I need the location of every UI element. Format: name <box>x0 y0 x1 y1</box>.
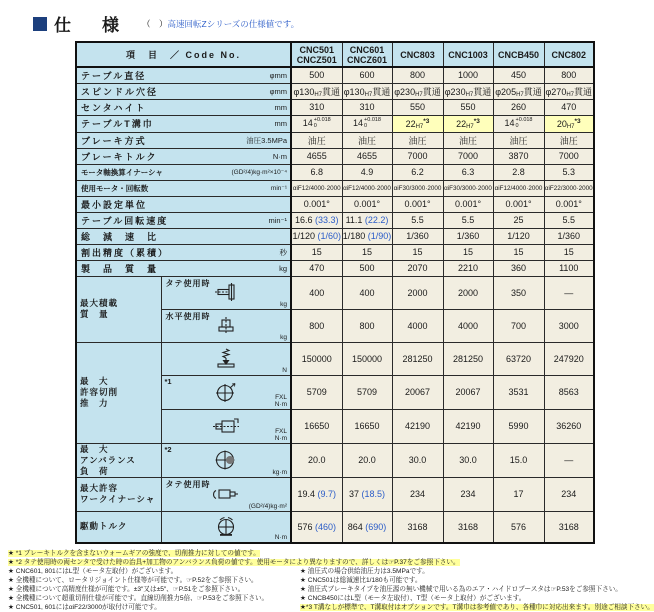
spec-value-cell: 2210 <box>443 260 493 276</box>
footnote-item: ★ 油圧式ブレーキタイプを油圧源の無い機械で用いる為のエア・ハイドロブースタは☞P.53をご参照下さい。 <box>300 586 622 593</box>
column-header-model: CNC1003 <box>443 42 493 67</box>
spec-value-cell: 6.2 <box>392 164 443 180</box>
spec-value-cell: 油圧 <box>493 132 544 148</box>
unit-label: φmm <box>269 70 287 80</box>
spec-value-cell: 油圧 <box>291 132 342 148</box>
column-header-model: CNC802 <box>544 42 594 67</box>
spec-value-cell: 2000 <box>443 276 493 309</box>
spec-value-cell: 16.6 (33.3) <box>291 212 342 228</box>
spec-value-cell: 42190 <box>443 409 493 443</box>
unit-label: mm <box>274 119 287 128</box>
spec-value-cell: 20.0 <box>342 443 392 477</box>
spec-value-cell: 5.5 <box>443 212 493 228</box>
row-sub-label <box>161 375 291 409</box>
spec-value-cell: 14 +0.018 0 <box>493 115 544 132</box>
spec-value-cell: 360 <box>493 260 544 276</box>
spec-value-cell: 11.1 (22.2) <box>342 212 392 228</box>
spec-value-cell: 2000 <box>392 276 443 309</box>
footnote-item: ★ 油圧式の場合供給油圧力は3.5MPaです。 <box>300 568 429 575</box>
spec-value-cell: 15 <box>392 244 443 260</box>
horizontal-use-icon <box>212 315 240 336</box>
spec-value-cell: αiF12/4000·2000 <box>291 180 342 196</box>
spec-value-cell: 310 <box>291 99 342 115</box>
spec-value-cell: 20.0 <box>291 443 342 477</box>
spec-value-cell: αiF30/3000·2000 <box>392 180 443 196</box>
footnote-item: ★ 全機種について超重切削仕様が可能です。直線切削推力5倍、☞P.53をご参照下さい。 <box>8 595 269 602</box>
spec-value-cell: 20067 <box>443 375 493 409</box>
spec-value-cell: 1/120 (1/60) <box>291 228 342 244</box>
spec-value-cell: αiF12/4000·2000 <box>342 180 392 196</box>
unbalance-load-icon <box>212 450 240 471</box>
spec-table <box>75 41 595 544</box>
footnotes-left-column <box>8 567 300 612</box>
unit-label: 秒 <box>279 247 287 257</box>
spec-value-cell: 0.001° <box>443 196 493 212</box>
spec-value-cell: 400 <box>291 276 342 309</box>
spec-value-cell: 281250 <box>443 342 493 375</box>
row-label: テーブル回転速度 min⁻¹ <box>76 212 291 228</box>
spec-value-cell: 3168 <box>392 511 443 543</box>
spec-value-cell: 4000 <box>443 309 493 342</box>
footnotes-full-width <box>8 549 594 567</box>
spec-value-cell: 400 <box>342 276 392 309</box>
column-header-model: CNC601 CNCZ601 <box>342 42 392 67</box>
unit-label: φmm <box>269 86 287 96</box>
spec-value-cell: 20067 <box>392 375 443 409</box>
column-header-model: CNC501 CNCZ501 <box>291 42 342 67</box>
row-label: 使用モータ・回転数 min⁻¹ <box>76 180 291 196</box>
footnote-item: ★ CNC601, 801にはL型（モータ左取付）がございます。 <box>8 568 178 575</box>
spec-value-cell: 油圧 <box>392 132 443 148</box>
spec-value-cell: 281250 <box>392 342 443 375</box>
row-sub-label <box>161 309 291 342</box>
title-note <box>142 18 299 30</box>
spec-value-cell: 450 <box>493 67 544 83</box>
spec-value-cell: 247920 <box>544 342 594 375</box>
unit-label: (GD²/4)kg·m² <box>248 502 287 510</box>
spec-value-cell: αiF30/3000·2000 <box>443 180 493 196</box>
side-fxl-icon <box>212 416 240 437</box>
spec-value-cell: φ130H7貫通 <box>291 83 342 99</box>
spec-value-cell: 470 <box>291 260 342 276</box>
axial-thrust-icon <box>212 348 240 369</box>
title-note-text: 高速回転Zシリーズの仕様値です。 <box>167 18 300 29</box>
footnote-item: ★ 全機種について、ロータリジョイント仕様等が可能です。☞P.52をご参照下さい。 <box>8 577 258 584</box>
row-label: 割出精度（累積） 秒 <box>76 244 291 260</box>
spec-value-cell: 800 <box>342 309 392 342</box>
spec-value-cell: 4.9 <box>342 164 392 180</box>
spec-value-cell: 1100 <box>544 260 594 276</box>
row-label: テーブルT溝巾 mm <box>76 115 291 132</box>
spec-value-cell: 1/180 (1/90) <box>342 228 392 244</box>
spec-value-cell: 14 +0.018 0 <box>291 115 342 132</box>
drive-torque-icon <box>212 516 240 537</box>
footnote-item: ★ CNC501は総減速比1/180も可能です。 <box>300 577 422 584</box>
spec-value-cell: 油圧 <box>544 132 594 148</box>
footnotes <box>8 549 654 612</box>
spec-value-cell: 600 <box>342 67 392 83</box>
spec-value-cell: 5709 <box>291 375 342 409</box>
spec-value-cell: 500 <box>342 260 392 276</box>
row-label: テーブル直径 φmm <box>76 67 291 83</box>
spec-value-cell: 350 <box>493 276 544 309</box>
vertical-use-icon <box>212 282 240 303</box>
spec-value-cell: 150000 <box>291 342 342 375</box>
spec-value-cell: 3531 <box>493 375 544 409</box>
spec-value-cell: 5709 <box>342 375 392 409</box>
unit-label: mm <box>274 102 287 112</box>
spec-value-cell: 16650 <box>342 409 392 443</box>
spec-value-cell: αiF12/4000·2000 <box>493 180 544 196</box>
spec-value-cell: φ230H7貫通 <box>392 83 443 99</box>
spec-value-cell: 550 <box>443 99 493 115</box>
spec-value-cell: — <box>544 443 594 477</box>
spec-table-head <box>76 42 594 67</box>
spec-value-cell: 5.3 <box>544 164 594 180</box>
spec-value-cell: 0.001° <box>544 196 594 212</box>
spec-value-cell: 7000 <box>392 148 443 164</box>
title-note-prefix: （ ） <box>142 18 168 29</box>
spec-table-body <box>76 67 594 543</box>
spec-value-cell: 15.0 <box>493 443 544 477</box>
spec-value-cell: 1/360 <box>392 228 443 244</box>
spec-value-cell: 576 <box>493 511 544 543</box>
spec-value-cell: 550 <box>392 99 443 115</box>
spec-value-cell: 7000 <box>443 148 493 164</box>
spec-value-cell: 5.5 <box>392 212 443 228</box>
spec-value-cell: φ130H7貫通 <box>342 83 392 99</box>
spec-value-cell: 2070 <box>392 260 443 276</box>
spec-value-cell: 1000 <box>443 67 493 83</box>
spec-value-cell: φ205H7貫通 <box>493 83 544 99</box>
row-group-label: 最大積載 質 量 <box>76 276 161 342</box>
unit-label: min⁻¹ <box>268 215 287 225</box>
spec-value-cell: 15 <box>544 244 594 260</box>
row-group-label: 最 大 許容切削 推 力 <box>76 342 161 443</box>
unit-label: kg·m <box>272 468 287 476</box>
row-label: ブレーキ方式 油圧3.5MPa <box>76 132 291 148</box>
spec-value-cell: 6.8 <box>291 164 342 180</box>
unit-label: min⁻¹ <box>270 185 287 192</box>
spec-value-cell: 700 <box>493 309 544 342</box>
spec-value-cell: 37 (18.5) <box>342 477 392 511</box>
spec-value-cell: 3168 <box>544 511 594 543</box>
spec-value-cell: 17 <box>493 477 544 511</box>
spec-value-cell: 22H7$^{*3}$ <box>443 115 493 132</box>
orientation-label: 水平使用時 <box>165 311 211 321</box>
spec-value-cell: 1/360 <box>443 228 493 244</box>
spec-value-cell: 234 <box>392 477 443 511</box>
spec-value-cell: 0.001° <box>291 196 342 212</box>
unit-label: (GD²/4)kg·m²×10⁻⁴ <box>231 169 287 176</box>
spec-value-cell: 42190 <box>392 409 443 443</box>
spec-value-cell: 4655 <box>342 148 392 164</box>
spec-value-cell: 25 <box>493 212 544 228</box>
spec-value-cell: 15 <box>443 244 493 260</box>
row-sub-label <box>161 276 291 309</box>
spec-value-cell: 0.001° <box>493 196 544 212</box>
spec-value-cell: — <box>544 276 594 309</box>
row-label: モータ軸換算イナーシャ (GD²/4)kg·m²×10⁻⁴ <box>76 164 291 180</box>
footnote-item: ★ 全機種について高精度仕様が可能です。±3″又は±5″、☞P.51をご参照下さい。 <box>8 586 245 593</box>
spec-value-cell: 260 <box>493 99 544 115</box>
row-label: スピンドル穴径 φmm <box>76 83 291 99</box>
spec-value-cell: 20H7$^{*3}$ <box>544 115 594 132</box>
spec-value-cell: αiF22/3000·2000 <box>544 180 594 196</box>
spec-value-cell: 7000 <box>544 148 594 164</box>
spec-value-cell: 150000 <box>342 342 392 375</box>
spec-value-cell: 63720 <box>493 342 544 375</box>
row-label: 製 品 質 量 kg <box>76 260 291 276</box>
row-group-label: 最大許容 ワークイナーシャ <box>76 477 161 511</box>
spec-value-cell: 15 <box>291 244 342 260</box>
spec-value-cell: 4655 <box>291 148 342 164</box>
spec-value-cell: 234 <box>443 477 493 511</box>
unit-label: N·m <box>274 534 287 541</box>
row-label: 最小設定単位 <box>76 196 291 212</box>
spec-value-cell: φ230H7貫通 <box>443 83 493 99</box>
row-sub-label <box>161 409 291 443</box>
unit-label: kg <box>280 333 287 341</box>
spec-value-cell: 22H7$^{*3}$ <box>392 115 443 132</box>
work-inertia-icon <box>212 484 240 505</box>
spec-value-cell: 5.5 <box>544 212 594 228</box>
spec-value-cell: 16650 <box>291 409 342 443</box>
spec-value-cell: 1/360 <box>544 228 594 244</box>
page-title: 仕 様 <box>54 16 126 35</box>
footnote-item: ★*3 T溝なしが標準で、T溝取付はオプションです。T溝巾は参考値であり、各種巾に対応出来ます。別途ご相談下さい。 <box>300 604 654 611</box>
orientation-label: タテ使用時 <box>165 479 211 489</box>
title-square-icon <box>33 17 47 31</box>
spec-value-cell: 4000 <box>392 309 443 342</box>
spec-value-cell: 15 <box>342 244 392 260</box>
footnote-item: ★ CNCB450にはL型（モータ左取付）、T型（モータ上取付）がございます。 <box>300 595 526 602</box>
unit-label: N·m <box>272 151 287 161</box>
footnote-item: ★ *1 ブレーキトルクを含まないウォームギアの強度で、切削推力に対しての値です。 <box>8 550 260 557</box>
spec-value-cell: 864 (690) <box>342 511 392 543</box>
row-label: 総 減 速 比 <box>76 228 291 244</box>
unit-label: kg <box>280 300 287 308</box>
spec-value-cell: 576 (460) <box>291 511 342 543</box>
unit-label: N <box>282 366 287 374</box>
spec-value-cell: 8563 <box>544 375 594 409</box>
footnotes-right-column <box>300 567 654 612</box>
spec-value-cell: 800 <box>291 309 342 342</box>
spec-value-cell: 6.3 <box>443 164 493 180</box>
spec-value-cell: 油圧 <box>342 132 392 148</box>
spec-value-cell: 234 <box>544 477 594 511</box>
row-sub-label <box>161 477 291 511</box>
spec-value-cell: 800 <box>544 67 594 83</box>
unit-label: FXL N·m <box>274 393 287 408</box>
footnote-marker: *1 <box>164 376 172 386</box>
spec-value-cell: 3168 <box>443 511 493 543</box>
spec-value-cell: 5990 <box>493 409 544 443</box>
spec-value-cell: 3870 <box>493 148 544 164</box>
spec-value-cell: 19.4 (9.7) <box>291 477 342 511</box>
spec-value-cell: 0.001° <box>342 196 392 212</box>
footnote-item: ★ CNC501, 601にはαiF22/3000が取付け可能です。 <box>8 604 161 611</box>
row-label: センタハイト mm <box>76 99 291 115</box>
spec-value-cell: 500 <box>291 67 342 83</box>
footnote-marker: *2 <box>164 444 172 454</box>
page-title-row <box>33 11 600 36</box>
spec-value-cell: 310 <box>342 99 392 115</box>
spec-value-cell: 36260 <box>544 409 594 443</box>
row-sub-label <box>161 443 291 477</box>
spec-value-cell: 15 <box>493 244 544 260</box>
footnotes-columns <box>8 567 654 612</box>
row-sub-label <box>161 511 291 543</box>
spec-value-cell: 2.8 <box>493 164 544 180</box>
spec-value-cell: 30.0 <box>392 443 443 477</box>
orientation-label: タテ使用時 <box>165 278 211 288</box>
unit-label: FXL N·m <box>274 427 287 442</box>
spec-value-cell: 油圧 <box>443 132 493 148</box>
catalog-spec-page <box>0 11 654 611</box>
spec-value-cell: 14 +0.018 0 <box>342 115 392 132</box>
row-sub-label <box>161 342 291 375</box>
header-item-code-label: 項 目 ／ Code No. <box>76 42 291 67</box>
spec-value-cell: 800 <box>392 67 443 83</box>
spec-value-cell: 0.001° <box>392 196 443 212</box>
radial-fxl-icon <box>212 382 240 403</box>
spec-value-cell: 1/120 <box>493 228 544 244</box>
spec-value-cell: φ270H7貫通 <box>544 83 594 99</box>
row-group-label: 駆動トルク <box>76 511 161 543</box>
row-group-label: 最 大 アンバランス 負 荷 <box>76 443 161 477</box>
spec-value-cell: 30.0 <box>443 443 493 477</box>
column-header-model: CNCB450 <box>493 42 544 67</box>
column-header-model: CNC803 <box>392 42 443 67</box>
unit-label: 油圧3.5MPa <box>246 135 287 145</box>
spec-value-cell: 470 <box>544 99 594 115</box>
footnote-item: ★ *2 タテ使用時の両センタで受けた時の治具+加工物のアンバランス負荷の値です。使用モータにより異なりますので、詳しくは☞P.37をご参照下さい。 <box>8 559 460 566</box>
unit-label: kg <box>279 263 287 273</box>
spec-value-cell: 3000 <box>544 309 594 342</box>
row-label: ブレーキトルク N·m <box>76 148 291 164</box>
